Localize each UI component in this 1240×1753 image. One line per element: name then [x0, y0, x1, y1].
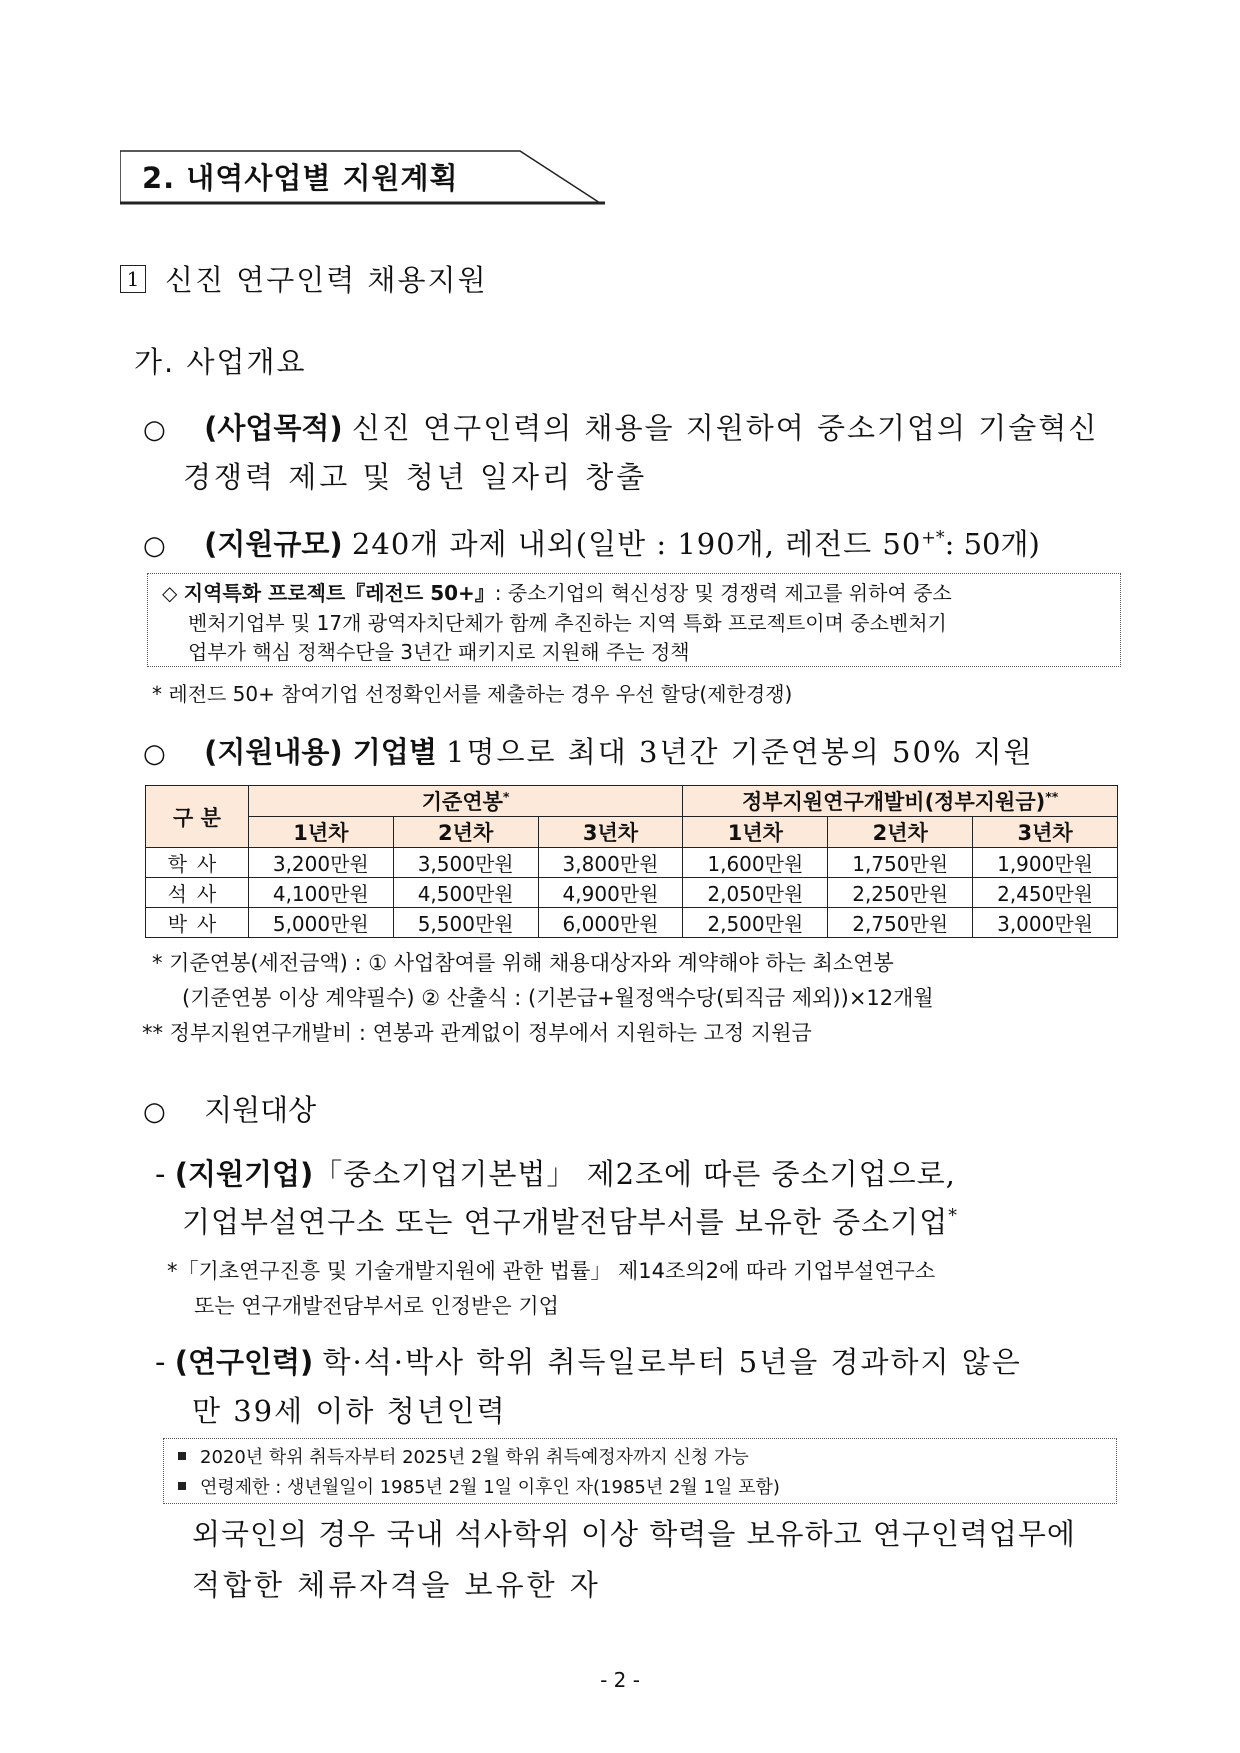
group2-label: 정부지원연구개발비(정부지원금): [742, 790, 1046, 814]
table-cell: 1,900만원: [973, 848, 1118, 878]
circle-bullet-icon: ○: [143, 415, 166, 445]
page-number: - 2 -: [600, 1668, 640, 1692]
row-label: 박사: [146, 908, 249, 938]
foreign-text-2: 적합한 체류자격을 보유한 자: [192, 1568, 601, 1602]
table-corner-header: 구 분: [146, 786, 249, 848]
age-info-box: [163, 1438, 1117, 1504]
scale-text-b: : 50개): [944, 527, 1040, 561]
dash-bullet: -: [155, 1157, 166, 1191]
company-text: 「중소기업기본법」 제2조에 따른 중소기업으로,: [313, 1157, 956, 1191]
purpose-line: [143, 406, 1098, 447]
part-heading: 가. 사업개요: [134, 345, 307, 379]
year-header: 2년차: [828, 817, 973, 848]
content-text: 1명으로 최대 3년간 기준연봉의 50% 지원: [446, 735, 1034, 769]
table-cell: 1,750만원: [828, 848, 973, 878]
legend-info-box: [147, 573, 1121, 667]
group1-sup: *: [502, 789, 510, 804]
table-row: [146, 848, 1118, 878]
table-cell: 1,600만원: [683, 848, 828, 878]
table-cell: 2,450만원: [973, 878, 1118, 908]
group1-label: 기준연봉: [421, 790, 503, 814]
year-header: 3년차: [538, 817, 683, 848]
table-cell: 2,250만원: [828, 878, 973, 908]
table-row: [146, 908, 1118, 938]
scale-label: (지원규모): [204, 527, 343, 561]
table-cell: 6,000만원: [538, 908, 683, 938]
scale-sup: +*: [921, 528, 945, 549]
section-title: 2. 내역사업별 지원계획: [142, 161, 459, 195]
row-label: 석사: [146, 878, 249, 908]
sub-title: 신진 연구인력 채용지원: [165, 263, 488, 297]
purpose-label: (사업목적): [204, 411, 343, 445]
table-cell: 3,200만원: [248, 848, 393, 878]
company-label: (지원기업): [174, 1157, 314, 1191]
table-group1-header: [248, 786, 683, 817]
legend-line3: 업부가 핵심 정책수단을 3년간 패키지로 지원해 주는 정책: [188, 640, 690, 664]
content-label: (지원내용) 기업별: [204, 735, 437, 769]
legend-bold: 지역특화 프로젝트『레전드 50+』: [183, 581, 495, 605]
researcher-label: (연구인력): [174, 1345, 314, 1379]
table-row: [146, 878, 1118, 908]
table-cell: 4,900만원: [538, 878, 683, 908]
table-cell: 2,750만원: [828, 908, 973, 938]
company-note: *「기초연구진흥 및 기술개발지원에 관한 법률」 제14조의2에 따라 기업부설연구소: [167, 1259, 936, 1283]
content-line: [143, 730, 1034, 771]
table-cell: 3,000만원: [973, 908, 1118, 938]
year-header: 1년차: [683, 817, 828, 848]
foreign-text: 외국인의 경우 국내 석사학위 이상 학력을 보유하고 연구인력업무에: [192, 1517, 1076, 1551]
sub-number-box: 1: [120, 265, 146, 293]
researcher-text: 학·석·박사 학위 취득일로부터 5년을 경과하지 않은: [322, 1345, 1022, 1379]
table-cell: 2,500만원: [683, 908, 828, 938]
researcher-line: [155, 1340, 1022, 1381]
circle-bullet-icon: ○: [143, 531, 166, 561]
table-note-1: * 기준연봉(세전금액) : ① 사업참여를 위해 채용대상자와 계약해야 하는 최소연봉: [152, 951, 894, 975]
group2-sup: **: [1045, 789, 1059, 804]
target-heading: [143, 1088, 316, 1129]
purpose-text-2: 경쟁력 제고 및 청년 일자리 창출: [183, 460, 648, 494]
purpose-text: 신진 연구인력의 채용을 지원하여 중소기업의 기술혁신: [351, 411, 1099, 445]
scale-text: 240개 과제 내외(일반 : 190개, 레전드 50: [351, 527, 922, 561]
salary-table: [145, 785, 1118, 938]
table-cell: 3,800만원: [538, 848, 683, 878]
circle-bullet-icon: ○: [143, 739, 166, 769]
year-header: 3년차: [973, 817, 1118, 848]
age-item-text: 2020년 학위 취득자부터 2025년 2월 학위 취득예정자까지 신청 가능: [200, 1447, 749, 1468]
table-group2-header: [683, 786, 1118, 817]
legend-line2: 벤처기업부 및 17개 광역자치단체가 함께 추진하는 지역 특화 프로젝트이며 중소벤처기: [188, 611, 947, 635]
table-cell: 5,000만원: [248, 908, 393, 938]
diamond-icon: ◇: [162, 581, 178, 605]
table-cell: 5,500만원: [393, 908, 538, 938]
legend-line1: : 중소기업의 혁신성장 및 경쟁력 제고를 위하여 중소: [494, 581, 952, 605]
table-cell: 2,050만원: [683, 878, 828, 908]
table-cell: 4,100만원: [248, 878, 393, 908]
square-bullet-icon: [178, 1452, 186, 1460]
section-header: [120, 148, 610, 206]
scale-line: [143, 522, 1040, 563]
company-sup: *: [948, 1206, 958, 1227]
company-line2: 기업부설연구소 또는 연구개발전담부서를 보유한 중소기업: [182, 1205, 949, 1239]
year-header: 2년차: [393, 817, 538, 848]
researcher-text-2: 만 39세 이하 청년인력: [192, 1394, 507, 1428]
table-cell: 4,500만원: [393, 878, 538, 908]
table-note-2: ** 정부지원연구개발비 : 연봉과 관계없이 정부에서 지원하는 고정 지원금: [142, 1021, 812, 1045]
row-label: 학사: [146, 848, 249, 878]
circle-bullet-icon: ○: [143, 1097, 166, 1127]
table-note-1-cont: (기준연봉 이상 계약필수) ② 산출식 : (기본급+월정액수당(퇴직금 제외))×12개월: [182, 986, 934, 1010]
age-item: [178, 1443, 749, 1469]
company-line: [155, 1152, 956, 1193]
target-title: 지원대상: [204, 1093, 317, 1127]
square-bullet-icon: [178, 1482, 186, 1490]
legend-note: * 레전드 50+ 참여기업 선정확인서를 제출하는 경우 우선 할당(제한경쟁): [152, 682, 793, 706]
dash-bullet: -: [155, 1345, 166, 1379]
age-item: [178, 1473, 780, 1499]
table-cell: 3,500만원: [393, 848, 538, 878]
company-text-2: [182, 1200, 958, 1241]
age-item-text: 연령제한 : 생년월일이 1985년 2월 1일 이후인 자(1985년 2월 1일 포함): [200, 1477, 780, 1498]
company-note-cont: 또는 연구개발전담부서로 인정받은 기업: [194, 1294, 559, 1318]
year-header: 1년차: [248, 817, 393, 848]
